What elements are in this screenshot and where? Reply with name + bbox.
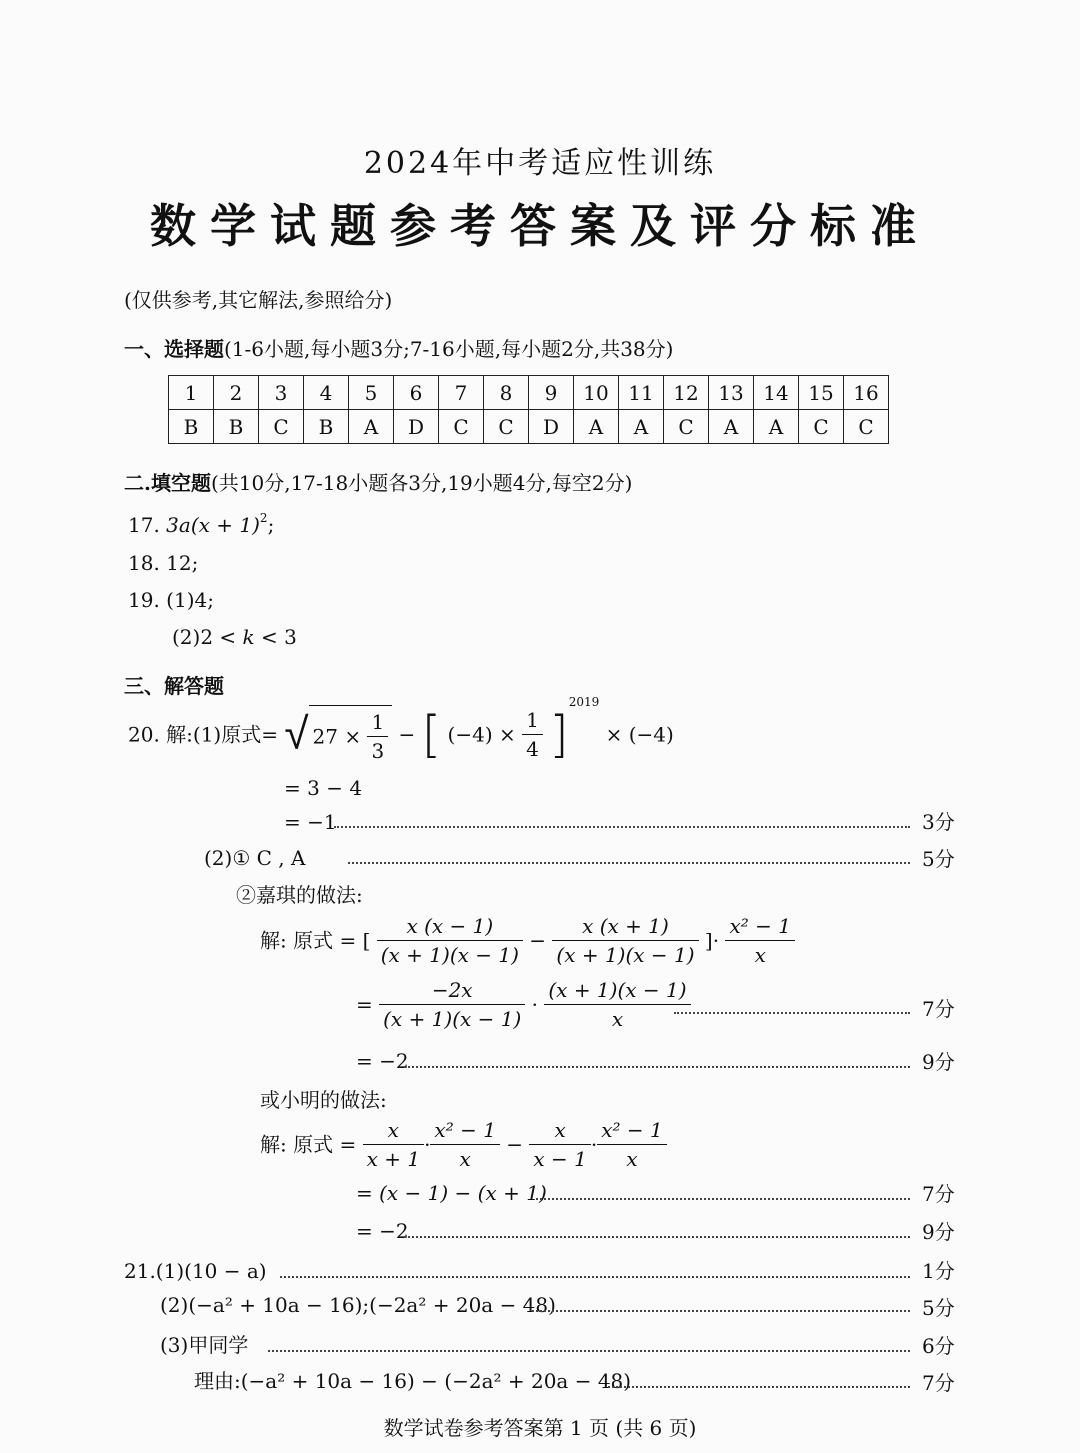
close-bracket: ]· bbox=[704, 928, 720, 953]
answer-cell: C bbox=[844, 410, 889, 444]
document-title: 数学试题参考答案及评分标准 bbox=[150, 199, 930, 253]
dot-leader bbox=[674, 1012, 910, 1014]
section1-header bbox=[124, 336, 673, 362]
equals-sign: = bbox=[356, 992, 373, 1017]
score-3: 3分 bbox=[922, 810, 955, 834]
score-1: 1分 bbox=[922, 1259, 955, 1283]
fraction-denominator: x + 1 bbox=[366, 1147, 421, 1171]
fraction-numerator: x (x + 1) bbox=[552, 912, 698, 941]
q17-base: (x + 1) bbox=[190, 513, 260, 537]
fraction-numerator: x² − 1 bbox=[430, 1116, 500, 1145]
fraction bbox=[552, 912, 698, 969]
question-number-cell: 11 bbox=[619, 376, 664, 410]
xiaoming-label: 解: 原式 = bbox=[260, 1132, 357, 1157]
answer-cell: A bbox=[574, 410, 619, 444]
left-bracket: [ bbox=[421, 705, 442, 764]
q21-reason: 理由:(−a² + 10a − 16) − (−2a² + 20a − 48) bbox=[194, 1369, 632, 1393]
xiaoming-step1 bbox=[260, 1116, 667, 1173]
dot-leader bbox=[532, 1310, 910, 1312]
q17-number: 17. bbox=[128, 513, 160, 537]
jiaqi-label: 解: 原式 = [ bbox=[260, 928, 371, 953]
fraction-denominator: 3 bbox=[371, 738, 385, 763]
dot-leader bbox=[404, 1066, 910, 1068]
q21-part1: 21.(1)(10 − a) bbox=[124, 1259, 267, 1283]
q18-answer: 18. 12; bbox=[128, 551, 199, 575]
answer-cell: A bbox=[619, 410, 664, 444]
jiaqi-step1 bbox=[260, 912, 795, 969]
fraction bbox=[379, 976, 525, 1033]
question-number-cell: 14 bbox=[754, 376, 799, 410]
question-number-cell: 15 bbox=[799, 376, 844, 410]
dot-leader bbox=[404, 1236, 910, 1238]
page-footer: 数学试卷参考答案第 1 页 (共 6 页) bbox=[383, 1416, 697, 1440]
minus-sign: − bbox=[529, 928, 547, 953]
q19-part2-k: k bbox=[242, 625, 255, 649]
question-number-cell: 8 bbox=[484, 376, 529, 410]
sqrt-content bbox=[309, 705, 393, 765]
q20-step3: = −1 bbox=[284, 810, 337, 834]
fraction bbox=[597, 1116, 667, 1173]
fraction-denominator: x − 1 bbox=[533, 1147, 587, 1171]
answer-cell: B bbox=[214, 410, 259, 444]
tail-term: × (−4) bbox=[605, 722, 674, 747]
question-number-cell: 1 bbox=[169, 376, 214, 410]
question-number-row bbox=[169, 376, 889, 410]
dot-leader bbox=[334, 826, 910, 828]
answer-cell: A bbox=[754, 410, 799, 444]
fraction-denominator: x bbox=[626, 1147, 638, 1171]
dot-operator: · bbox=[531, 992, 539, 1017]
answer-cell: D bbox=[529, 410, 574, 444]
fraction-denominator: 4 bbox=[526, 737, 539, 761]
question-number-cell: 5 bbox=[349, 376, 394, 410]
score-9: 9分 bbox=[922, 1220, 955, 1244]
jiaqi-step3: = −2 bbox=[356, 1049, 409, 1073]
exam-title: 2024年中考适应性训练 bbox=[363, 146, 717, 181]
q21-part3: (3)甲同学 bbox=[160, 1333, 249, 1357]
fraction-numerator: x (x − 1) bbox=[377, 912, 523, 941]
fraction bbox=[363, 1116, 424, 1173]
minus-sign: − bbox=[398, 722, 416, 747]
minus-sign: − bbox=[506, 1132, 524, 1157]
question-number-cell: 9 bbox=[529, 376, 574, 410]
fraction-denominator: x bbox=[459, 1147, 471, 1171]
score-6: 6分 bbox=[922, 1334, 955, 1358]
dot-leader bbox=[348, 862, 910, 864]
question-number-cell: 4 bbox=[304, 376, 349, 410]
question-number-cell: 12 bbox=[664, 376, 709, 410]
section2-desc: (共10分,17-18小题各3分,19小题4分,每空2分) bbox=[210, 471, 633, 495]
exponent-2019: 2019 bbox=[568, 695, 600, 709]
q20-part1-expression bbox=[128, 695, 674, 765]
q17-coef: 3a bbox=[166, 513, 191, 537]
fraction-numerator: (x + 1)(x − 1) bbox=[544, 976, 690, 1005]
q20-step2: = 3 − 4 bbox=[284, 776, 363, 800]
dot-leader bbox=[608, 1386, 910, 1388]
q20-part2-answer: (2)① C , A bbox=[204, 846, 306, 870]
fraction-denominator: x bbox=[754, 943, 766, 967]
fraction-numerator: x bbox=[363, 1116, 424, 1145]
dot-operator: · bbox=[424, 1132, 431, 1157]
reference-note: (仅供参考,其它解法,参照给分) bbox=[124, 288, 393, 312]
q17-answer bbox=[128, 512, 274, 538]
answer-cell: C bbox=[259, 410, 304, 444]
q19-part2 bbox=[172, 624, 297, 650]
fraction-one-quarter bbox=[522, 706, 543, 763]
dot-leader bbox=[280, 1276, 910, 1278]
section2-header bbox=[124, 470, 632, 496]
question-number-cell: 3 bbox=[259, 376, 304, 410]
fraction bbox=[529, 1116, 590, 1173]
score-5: 5分 bbox=[922, 1296, 955, 1320]
dot-leader bbox=[268, 1350, 910, 1352]
fraction-numerator: −2x bbox=[379, 976, 525, 1005]
q19-part2-a: (2)2 < bbox=[172, 625, 237, 649]
answer-table bbox=[168, 375, 889, 444]
answer-cell: C bbox=[664, 410, 709, 444]
jiaqi-step2 bbox=[356, 976, 691, 1033]
fraction bbox=[544, 976, 690, 1033]
answer-cell: B bbox=[304, 410, 349, 444]
score-5: 5分 bbox=[922, 847, 955, 871]
fraction bbox=[377, 912, 523, 969]
fraction-numerator: x bbox=[529, 1116, 590, 1145]
fraction-numerator: x² − 1 bbox=[725, 912, 795, 941]
question-number-cell: 16 bbox=[844, 376, 889, 410]
q17-end: ; bbox=[267, 513, 275, 537]
q17-exponent: 2 bbox=[259, 511, 268, 525]
fraction-denominator: (x + 1)(x − 1) bbox=[556, 943, 695, 967]
xiaoming-step2: = (x − 1) − (x + 1) bbox=[356, 1181, 547, 1205]
sqrt-sign: √ bbox=[284, 708, 309, 760]
answer-cell: A bbox=[349, 410, 394, 444]
answer-cell: D bbox=[394, 410, 439, 444]
question-number-cell: 10 bbox=[574, 376, 619, 410]
xiaoming-step3: = −2 bbox=[356, 1219, 409, 1243]
question-number-cell: 2 bbox=[214, 376, 259, 410]
answer-cell: B bbox=[169, 410, 214, 444]
answer-cell: C bbox=[799, 410, 844, 444]
score-9: 9分 bbox=[922, 1050, 955, 1074]
dot-leader bbox=[536, 1198, 910, 1200]
section1-heading: 一、选择题 bbox=[124, 337, 224, 361]
question-number-cell: 6 bbox=[394, 376, 439, 410]
score-7: 7分 bbox=[922, 997, 955, 1021]
section2-heading: 二.填空题 bbox=[124, 471, 211, 495]
score-7: 7分 bbox=[922, 1371, 955, 1395]
question-number-cell: 13 bbox=[709, 376, 754, 410]
dot-operator: · bbox=[590, 1132, 598, 1157]
section1-desc: (1-6小题,每小题3分;7-16小题,每小题2分,共38分) bbox=[224, 337, 674, 361]
fraction-numerator: 1 bbox=[522, 706, 543, 735]
answer-cell: C bbox=[439, 410, 484, 444]
answer-cell: C bbox=[484, 410, 529, 444]
answer-cell: A bbox=[709, 410, 754, 444]
answer-row bbox=[169, 410, 889, 444]
fraction-denominator: (x + 1)(x − 1) bbox=[380, 943, 519, 967]
q19-part2-b: < 3 bbox=[261, 625, 297, 649]
section3-heading: 三、解答题 bbox=[124, 674, 224, 698]
fraction bbox=[725, 912, 795, 969]
fraction-numerator: x² − 1 bbox=[597, 1116, 667, 1145]
fraction-denominator: (x + 1)(x − 1) bbox=[383, 1007, 522, 1031]
fraction-denominator: x bbox=[611, 1007, 624, 1031]
score-7: 7分 bbox=[922, 1182, 955, 1206]
inner-term: (−4) × bbox=[447, 722, 516, 747]
right-bracket: ] bbox=[549, 705, 569, 764]
fraction-numerator: 1 bbox=[367, 708, 388, 737]
radicand-a: 27 × bbox=[312, 724, 362, 748]
fraction-one-third bbox=[367, 708, 388, 765]
jiaqi-heading: ②嘉琪的做法: bbox=[236, 883, 363, 907]
fraction bbox=[430, 1116, 500, 1173]
xiaoming-heading: 或小明的做法: bbox=[260, 1088, 387, 1112]
question-number-cell: 7 bbox=[439, 376, 484, 410]
q20-label: 20. 解:(1)原式= bbox=[128, 722, 278, 747]
q21-part2: (2)(−a² + 10a − 16);(−2a² + 20a − 48) bbox=[160, 1293, 556, 1317]
q19-part1: 19. (1)4; bbox=[128, 588, 214, 612]
